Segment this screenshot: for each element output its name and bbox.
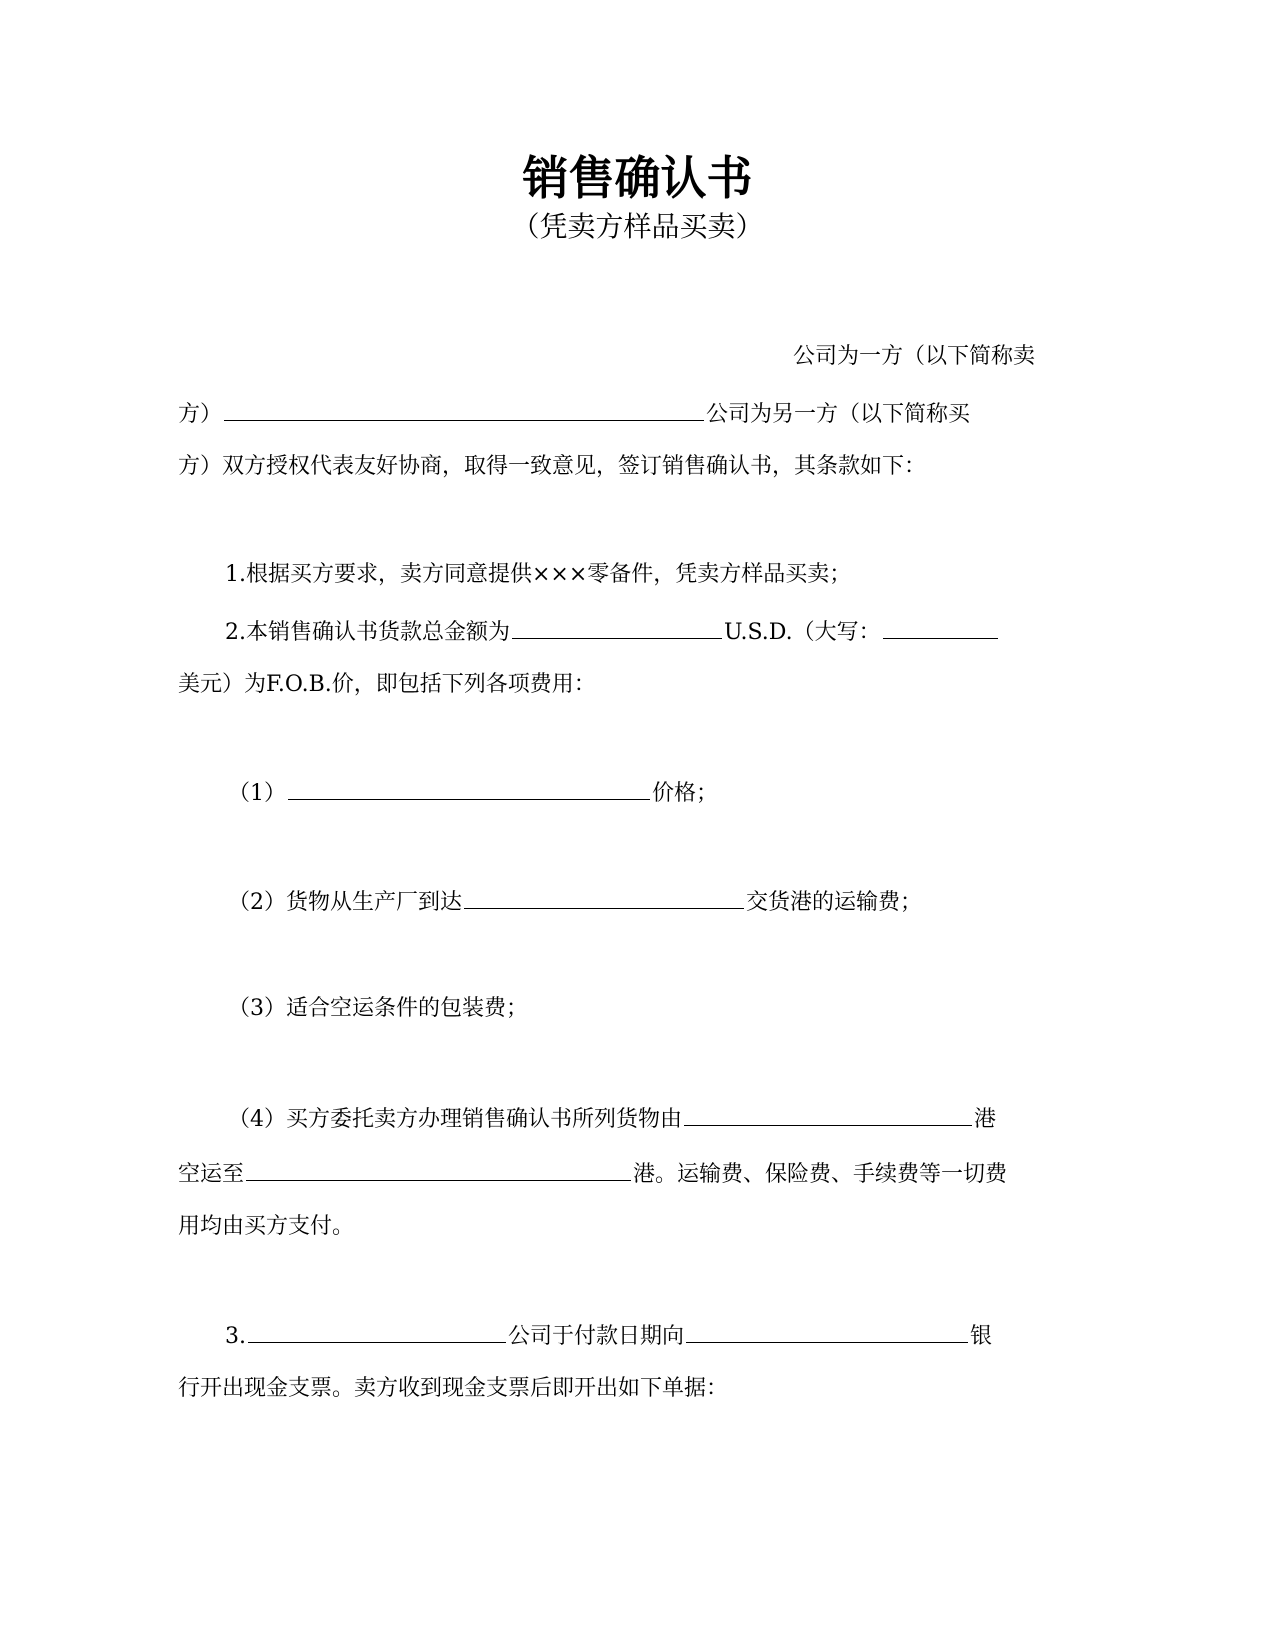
item-1-text-a: （1） <box>228 781 286 806</box>
departure-port-blank[interactable] <box>684 1103 972 1126</box>
intro-line-2 <box>178 398 970 429</box>
seller-name-blank[interactable] <box>224 398 704 421</box>
clause-3-text-c: 银 <box>970 1324 993 1349</box>
clause-3-text-a: 3. <box>225 1324 246 1349</box>
intro-text-1: 公司为一方（以下简称卖 <box>792 344 1035 369</box>
intro-line-3 <box>178 453 926 481</box>
total-amount-blank[interactable] <box>512 616 722 639</box>
item-4-line-3 <box>178 1213 354 1241</box>
item-3-text: （3）适合空运条件的包装费； <box>228 996 528 1021</box>
intro-text-2b: 公司为另一方（以下简称买 <box>706 402 971 427</box>
item-2-text-b: 交货港的运输费； <box>746 890 923 915</box>
clause-3-line-2 <box>178 1375 728 1403</box>
item-4-text-d: 港。运输费、保险费、手续费等一切费 <box>633 1162 1008 1187</box>
intro-text-2a: 方） <box>178 402 223 427</box>
intro-line-1 <box>793 343 1035 371</box>
item-2-text-a: （2）货物从生产厂到达 <box>228 890 462 915</box>
clause-2-text-c: 美元）为F.O.B.价，即包括下列各项费用： <box>178 672 596 697</box>
item-4-text-a: （4）买方委托卖方办理销售确认书所列货物由 <box>228 1107 682 1132</box>
clause-3-text-b: 公司于付款日期向 <box>508 1324 685 1349</box>
clause-1-text: 1.根据买方要求，卖方同意提供×××零备件，凭卖方样品买卖； <box>225 562 852 587</box>
clause-2-line-2 <box>178 671 596 699</box>
item-4-line-2 <box>178 1158 1007 1189</box>
item-4-text-c: 空运至 <box>178 1162 245 1187</box>
bank-name-blank[interactable] <box>686 1320 968 1343</box>
clause-2-text-b: U.S.D.（大写： <box>724 620 881 645</box>
item-1 <box>228 777 718 808</box>
payer-company-blank[interactable] <box>248 1320 506 1343</box>
item-4-text-e: 用均由买方支付。 <box>178 1214 355 1239</box>
document-subtitle: （凭卖方样品买卖） <box>511 210 764 243</box>
item-4-line-1 <box>228 1103 996 1134</box>
amount-in-words-blank[interactable] <box>883 616 998 639</box>
item-3 <box>228 995 528 1023</box>
intro-text-3: 方）双方授权代表友好协商，取得一致意见，签订销售确认书，其条款如下： <box>178 454 927 479</box>
clause-3-line-1 <box>225 1320 992 1351</box>
item-4-text-b: 港 <box>974 1107 997 1132</box>
destination-port-blank[interactable] <box>246 1158 631 1181</box>
document-title: 销售确认书 <box>522 151 753 205</box>
price-blank[interactable] <box>288 777 650 800</box>
delivery-port-blank[interactable] <box>464 886 744 909</box>
item-1-text-b: 价格； <box>652 781 719 806</box>
item-2 <box>228 886 922 917</box>
clause-2-text-a: 2.本销售确认书货款总金额为 <box>225 620 510 645</box>
clause-2-line-1 <box>225 616 1000 647</box>
clause-3-text-d: 行开出现金支票。卖方收到现金支票后即开出如下单据： <box>178 1376 729 1401</box>
clause-1 <box>225 561 851 589</box>
